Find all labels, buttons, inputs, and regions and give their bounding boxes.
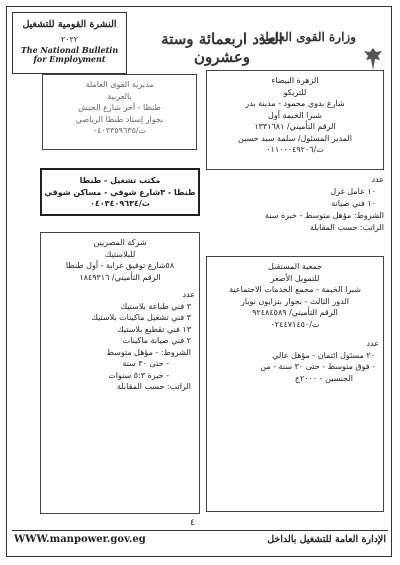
tanta-office-box	[40, 168, 200, 216]
bulletin-title-ar: النشرة القومية للتشغيل	[22, 19, 117, 30]
footer-department: الإدارة العامة للتشغيل بالداخل	[267, 534, 386, 545]
job-row: ٣ فني تشغيل ماكينات بلاستيك	[91, 313, 191, 322]
office-line: مكتب تشغيل - طنطا	[79, 176, 161, 185]
job-row: الراتب: حسب المقابلة	[116, 382, 191, 391]
job-row: ١٠ فني صيانة	[331, 199, 376, 208]
bulletin-year: ٢٠٢٢	[60, 35, 79, 44]
job-row: ١٣ فني تقطيع بلاستيك	[117, 324, 191, 334]
company-line: الدور الثالث - بجوار بنزايون نوبار	[241, 296, 349, 306]
manpower-directorate-box	[42, 74, 197, 150]
eagle-emblem-icon	[362, 46, 384, 72]
company-line: ت/٠٢٤٤٧١٤٥٠	[270, 319, 320, 329]
count-header: عدد	[182, 290, 195, 299]
company-line: جمعية المستقبل	[267, 262, 323, 271]
ministry-name: وزارة القوى العاملة	[258, 30, 356, 44]
company-line: شبرا الخيمة - مجمع الخدمات الاجتماعية	[229, 285, 361, 294]
bulletin-title-en: The National Bulletin for Employment	[20, 45, 119, 64]
page-number: ٤	[190, 518, 195, 528]
job-row: الجنسين - ٢٠٠٠ج	[294, 373, 353, 383]
directorate-line: مديرية القوى العاملة	[85, 80, 154, 89]
job-row: الراتب: حسب المقابلة	[309, 223, 384, 232]
company-line: الرقم التأميني/ ١٨٤٩٣١٦	[79, 272, 161, 282]
job-row: الشروط: مؤهل متوسط - خبرة سنة	[265, 211, 384, 220]
footer-url[interactable]: WWW.manpower.gov.eg	[14, 534, 146, 545]
company-plastics-box	[40, 232, 200, 514]
job-row: الشروط: - مؤهل متوسط	[106, 347, 191, 357]
company-line: الزهرة البيضاء	[271, 76, 319, 85]
directorate-line: طنطا - أخر شارع الجيش	[78, 103, 161, 112]
company-line: للبلاستيك	[104, 249, 136, 259]
job-row: ١٠ عامل غزل	[330, 187, 376, 196]
company-line: شبرا الخيمة أول	[268, 110, 322, 120]
job-row: - خبرة ٥:٣ سنوات	[108, 370, 169, 380]
directorate-line: بجوار إستاد طنطا الرياضي	[75, 114, 164, 124]
company-line: شارع بدوي محمود - مدينة بدر	[245, 99, 345, 108]
office-line: طنطا - ٣شارع شوقي - مساكن شوقي	[44, 187, 196, 197]
company-line: ت/٠١١٠٠٠٤٩٢٠٦	[266, 145, 324, 154]
office-line: ت/٠٤٠٣٤٠٩٦٣٤	[90, 199, 150, 208]
company-line: الرقم التأميني/ ٩٢٤٨٤٥٨٩	[252, 308, 338, 317]
white-rose-jobs	[206, 174, 384, 234]
company-line: للتمويل الأصغر	[270, 273, 320, 283]
footer-divider	[12, 530, 388, 531]
job-row: ٣ فني طباعة بلاستيك	[120, 301, 191, 311]
directorate-line: بالغربية	[107, 91, 132, 101]
company-line: المدير المسئول/ سلمة سيد حسين	[238, 133, 352, 143]
job-row: - حتى ٣٠ سنة	[122, 359, 169, 368]
count-header: عدد	[371, 175, 384, 184]
company-line: ٥٨شارع توفيق غرابة - أول طنطا	[65, 261, 175, 270]
company-line: للتريكو	[283, 87, 307, 97]
company-line: شركة المصريين	[93, 238, 147, 247]
count-header: عدد	[366, 339, 379, 348]
job-row: ٢٠ مسئول ائتمان - مؤهل عالي	[272, 350, 375, 360]
job-row: ٢ فني صيانة ماكينات	[122, 336, 191, 345]
white-rose-company-box	[206, 70, 384, 170]
bulletin-badge	[12, 12, 127, 74]
future-association-box	[206, 256, 384, 512]
directorate-line: ت/٠٤٠٣٣٥٩٦٣٥	[92, 126, 147, 135]
job-row: - فوق متوسط - حتى ٣٠ سنة - من	[260, 362, 375, 371]
company-line: الرقم التأميني/ ١٣٣١٦٨١	[254, 122, 336, 131]
issue-title: العدد اربعمائة وستة وعشرون	[161, 30, 283, 66]
